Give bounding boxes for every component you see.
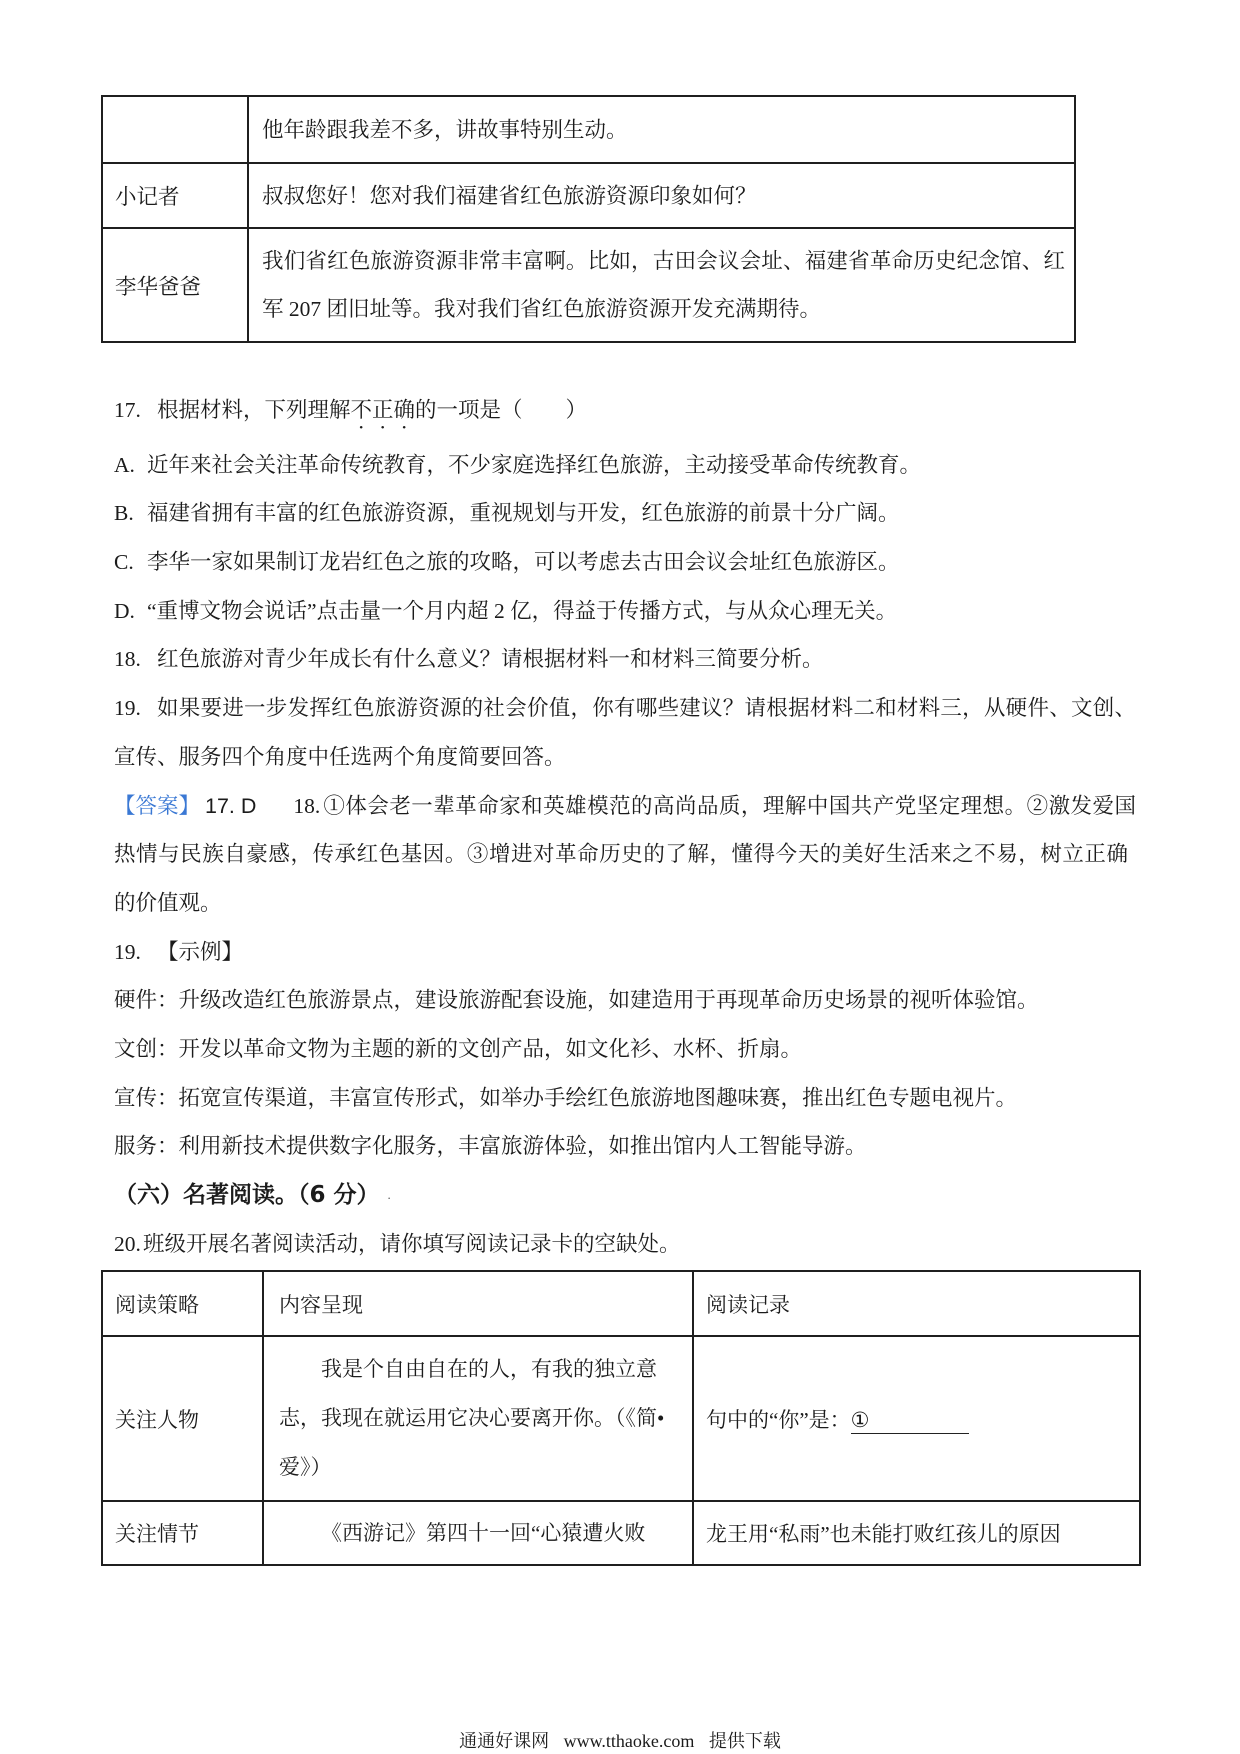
answer-number: 18.: [293, 793, 321, 818]
content-line: 我是个自由自在的人，有我的独立意: [321, 1357, 657, 1381]
option-label: C.: [114, 550, 134, 575]
question-19: [114, 684, 1136, 733]
reading-card-table: [101, 1270, 1141, 1566]
interview-row: [102, 96, 1075, 163]
question-number: 20.: [114, 1231, 141, 1256]
answer-18-text: 的价值观。: [114, 890, 222, 915]
header-record: 阅读记录: [693, 1271, 1140, 1336]
answer-example: [114, 1074, 1136, 1123]
option-a: [114, 441, 1136, 490]
section-heading: [114, 1171, 1136, 1220]
speech-line: 他年龄跟我差不多，讲故事特别生动。: [262, 117, 628, 142]
answer-blank: ①: [851, 1407, 969, 1434]
answer-19-header: [114, 928, 1136, 977]
question-20: [114, 1220, 1136, 1269]
question-number: 17.: [114, 398, 141, 422]
stem-text: 的一项是（ ）: [415, 398, 588, 422]
page-footer: 通通好课网 www.tthaoke.com 提供下载: [459, 1731, 781, 1751]
question-stem: 班级开展名著阅读活动，请你填写阅读记录卡的空缺处。: [143, 1231, 681, 1256]
answer-number: 19.: [114, 939, 141, 964]
content-line: 爱》）: [279, 1455, 332, 1479]
option-c: [114, 538, 1136, 587]
answer-example: [114, 1122, 1136, 1171]
content-cell: [263, 1336, 693, 1501]
answer-line: [114, 830, 1136, 879]
content-line: 志，我现在就运用它决心要离开你。（《简•: [279, 1406, 665, 1430]
question-stem: 宣传、服务四个角度中任选两个角度简要回答。: [114, 744, 566, 769]
question-stem: 红色旅游对青少年成长有什么意义？请根据材料一和材料三简要分析。: [157, 647, 824, 672]
answer-18-text: ①体会老一辈革命家和英雄模范的高尚品质，理解中国共产党坚定理想。②激发爱国: [323, 793, 1136, 818]
option-d: [114, 587, 1136, 636]
section-title: （六）名著阅读。（6 分）: [114, 1182, 380, 1208]
answer-17: 17. D: [205, 793, 257, 818]
speech-cell: [248, 163, 1075, 228]
speech-cell: [248, 228, 1075, 342]
speech-line: 军 207 团旧址等。我对我们省红色旅游资源开发充满期待。: [262, 297, 822, 321]
interview-table: [101, 95, 1076, 343]
question-17: [114, 386, 1136, 435]
question-stem: 如果要进一步发挥红色旅游资源的社会价值，你有哪些建议？请根据材料二和材料三，从硬件、文创、: [157, 696, 1136, 721]
interview-row: [102, 228, 1075, 342]
header-strategy: 阅读策略: [102, 1271, 263, 1336]
table-row: [102, 1501, 1140, 1565]
strategy-cell: 关注人物: [102, 1336, 263, 1501]
stem-text: 根据材料，下列理解: [157, 398, 351, 422]
question-stem: [157, 386, 1136, 435]
option-b: [114, 489, 1136, 538]
questions-section: [114, 386, 1136, 1268]
speech-line: 我们省红色旅游资源非常丰富啊。比如，古田会议会址、福建省革命历史纪念馆、红: [262, 249, 1065, 273]
trailing-mark: .: [387, 1187, 391, 1202]
content-line: 《西游记》第四十一回“心猿遭火败: [321, 1520, 646, 1545]
header-content: 内容呈现: [263, 1271, 693, 1336]
question-19-continued: [114, 733, 1136, 782]
record-cell: 龙王用“私雨”也未能打败红孩儿的原因: [693, 1501, 1140, 1565]
answer-example: [114, 976, 1136, 1025]
option-text: “重博文物会说话”点击量一个月内超 2 亿，得益于传播方式，与从众心理无关。: [147, 598, 898, 623]
answer-tag: 【答案】: [114, 793, 201, 818]
answer-line: [114, 879, 1136, 928]
speech-line: 叔叔您好！您对我们福建省红色旅游资源印象如何？: [262, 183, 757, 208]
option-label: A.: [114, 452, 135, 477]
example-label: 【示例】: [157, 939, 244, 964]
table-row: [102, 1336, 1140, 1501]
option-label: D.: [114, 598, 135, 623]
example-service: 服务：利用新技术提供数字化服务，丰富旅游体验，如推出馆内人工智能导游。: [114, 1134, 867, 1159]
record-cell: [693, 1336, 1140, 1501]
question-number: 18.: [114, 647, 141, 672]
answer-18-text: 热情与民族自豪感，传承红色基因。③增进对革命历史的了解，懂得今天的美好生活来之不易，树立正确: [114, 842, 1128, 867]
speaker-cell: 李华爸爸: [102, 228, 248, 342]
record-prefix: 句中的“你”是：: [706, 1407, 851, 1432]
table-header-row: [102, 1271, 1140, 1336]
question-18: [114, 635, 1136, 684]
interview-row: [102, 163, 1075, 228]
content-cell: [263, 1501, 693, 1565]
option-text: 福建省拥有丰富的红色旅游资源，重视规划与开发，红色旅游的前景十分广阔。: [147, 501, 900, 526]
question-number: 19.: [114, 696, 141, 721]
option-text: 近年来社会关注革命传统教育，不少家庭选择红色旅游，主动接受革命传统教育。: [147, 452, 922, 477]
strategy-cell: 关注情节: [102, 1501, 263, 1565]
option-text: 李华一家如果制订龙岩红色之旅的攻略，可以考虑去古田会议会址红色旅游区。: [147, 550, 900, 575]
example-hardware: 硬件：升级改造红色旅游景点，建设旅游配套设施，如建造用于再现革命历史场景的视听体验馆。: [114, 988, 1039, 1013]
answer-line: [114, 782, 1136, 831]
example-promotion: 宣传：拓宽宣传渠道，丰富宣传形式，如举办手绘红色旅游地图趣味赛，推出红色专题电视片。: [114, 1085, 1018, 1110]
answer-example: [114, 1025, 1136, 1074]
speaker-cell: 小记者: [102, 163, 248, 228]
option-label: B.: [114, 501, 134, 526]
speaker-cell: [102, 96, 248, 163]
speech-cell: [248, 96, 1075, 163]
example-creative: 文创：开发以革命文物为主题的新的文创产品，如文化衫、水杯、折扇。: [114, 1036, 803, 1061]
stem-emphasis: 不正确: [350, 398, 416, 422]
